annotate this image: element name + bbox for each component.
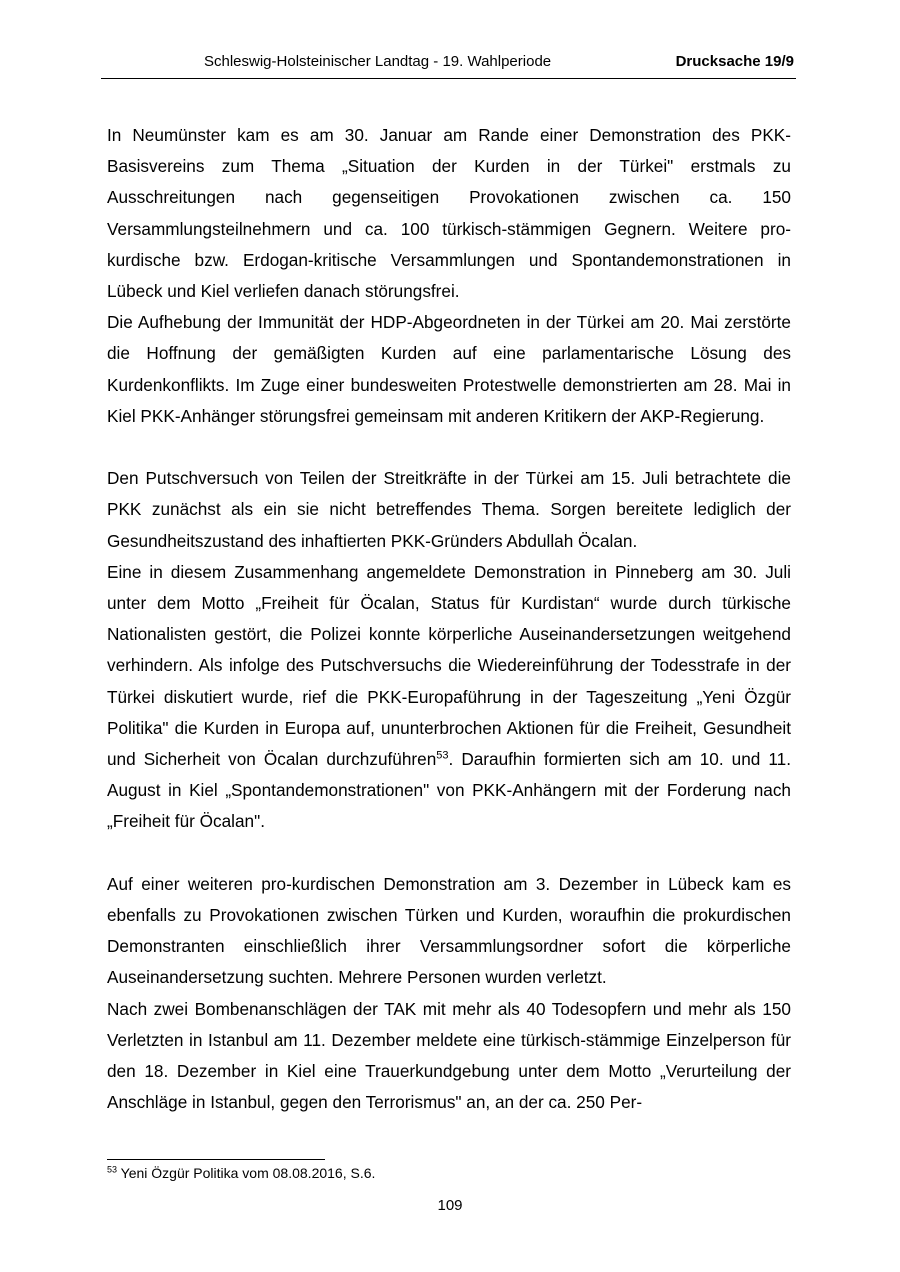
paragraph-hdp-immunity: Die Aufhebung der Immunität der HDP-Abgeordneten in der Türkei am 20. Mai zerstörte die Hoffnung der gemäßigten Kurden auf eine parlamentarische Lösung des Kurdenkonflikts. Im Zuge einer bundesweiten Protestwelle demonstrierten am 28. Mai in Kiel PKK-Anhänger störungsfrei gemeinsam mit anderen Kritikern der AKP-Regierung.	[107, 312, 791, 426]
footnote	[107, 1165, 375, 1181]
footnote-reference: 53	[436, 749, 449, 762]
paragraph-pinneberg-text-2: . Daraufhin formierten sich am 10. und 11. August in Kiel „Spontandemonstrationen" von PKK-Anhängern mit der Forderung nach „Freiheit für Öcalan".	[107, 749, 791, 832]
paragraph-istanbul: Nach zwei Bombenanschlägen der TAK mit mehr als 40 Todesopfern und mehr als 150 Verletzten in Istanbul am 11. Dezember meldete eine türkisch-stämmige Einzelperson für den 18. Dezember in Kiel eine Trauerkundgebung unter dem Motto „Verurteilung der Anschläge in Istanbul, gegen den Terrorismus" an, an der ca. 250 Per-	[107, 998, 791, 1113]
paragraph-pinneberg	[107, 557, 791, 838]
paragraph-putsch: Den Putschversuch von Teilen der Streitkräfte in der Türkei am 15. Juli betrachtete die PKK zunächst als ein sie nicht betreffendes Thema. Sorgen bereitete lediglich der Gesundheitszustand des inhaftierten PKK-Gründers Abdullah Öcalan.	[107, 468, 791, 551]
paragraph-pinneberg-text-1: Eine in diesem Zusammenhang angemeldete Demonstration in Pinneberg am 30. Juli unter dem Motto „Freiheit für Öcalan, Status für Kurdistan“ wurde durch türkische Nationalisten gestört, die Polizei konnte körperliche Auseinandersetzungen weitgehend verhindern. Als infolge des Putschversuchs die Wiedereinführung der Todesstrafe in der Türkei diskutiert wurde, rief die PKK-Europaführung in der Tageszeitung „Yeni Özgür Politika" die Kurden in Europa auf, ununterbrochen Aktionen für die Freiheit, Gesundheit und Sicherheit von Öcalan durchzuführen	[107, 561, 791, 770]
body-text	[107, 120, 791, 1118]
footnote-divider	[107, 1159, 325, 1160]
header-document-number: Drucksache 19/9	[675, 53, 794, 70]
page-number: 109	[437, 1197, 463, 1214]
paragraph-luebeck: Auf einer weiteren pro-kurdischen Demonstration am 3. Dezember in Lübeck kam es ebenfalls zu Provokationen zwischen Türken und Kurden, woraufhin die prokurdischen Demonstranten einschließlich ihrer Versammlungsordner sofort die körperliche Auseinandersetzung suchten. Mehrere Personen wurden verletzt.	[107, 873, 791, 988]
footnote-number: 53	[107, 1164, 118, 1175]
header-title: Schleswig-Holsteinischer Landtag - 19. Wahlperiode	[204, 53, 552, 70]
paragraph-neumuenster: In Neumünster kam es am 30. Januar am Rande einer Demonstration des PKK-Basisvereins zum Thema „Situation der Kurden in der Türkei" erstmals zu Ausschreitungen nach gegenseitigen Provokationen zwischen ca. 150 Versammlungsteilnehmern und ca. 100 türkisch-stämmigen Gegnern. Weitere pro-kurdische bzw. Erdogan-kritische Versammlungen und Spontandemonstrationen in Lübeck und Kiel verliefen danach störungsfrei.	[107, 125, 791, 302]
page-header	[101, 50, 796, 79]
footnote-text: Yeni Özgür Politika vom 08.08.2016, S.6.	[117, 1165, 376, 1181]
